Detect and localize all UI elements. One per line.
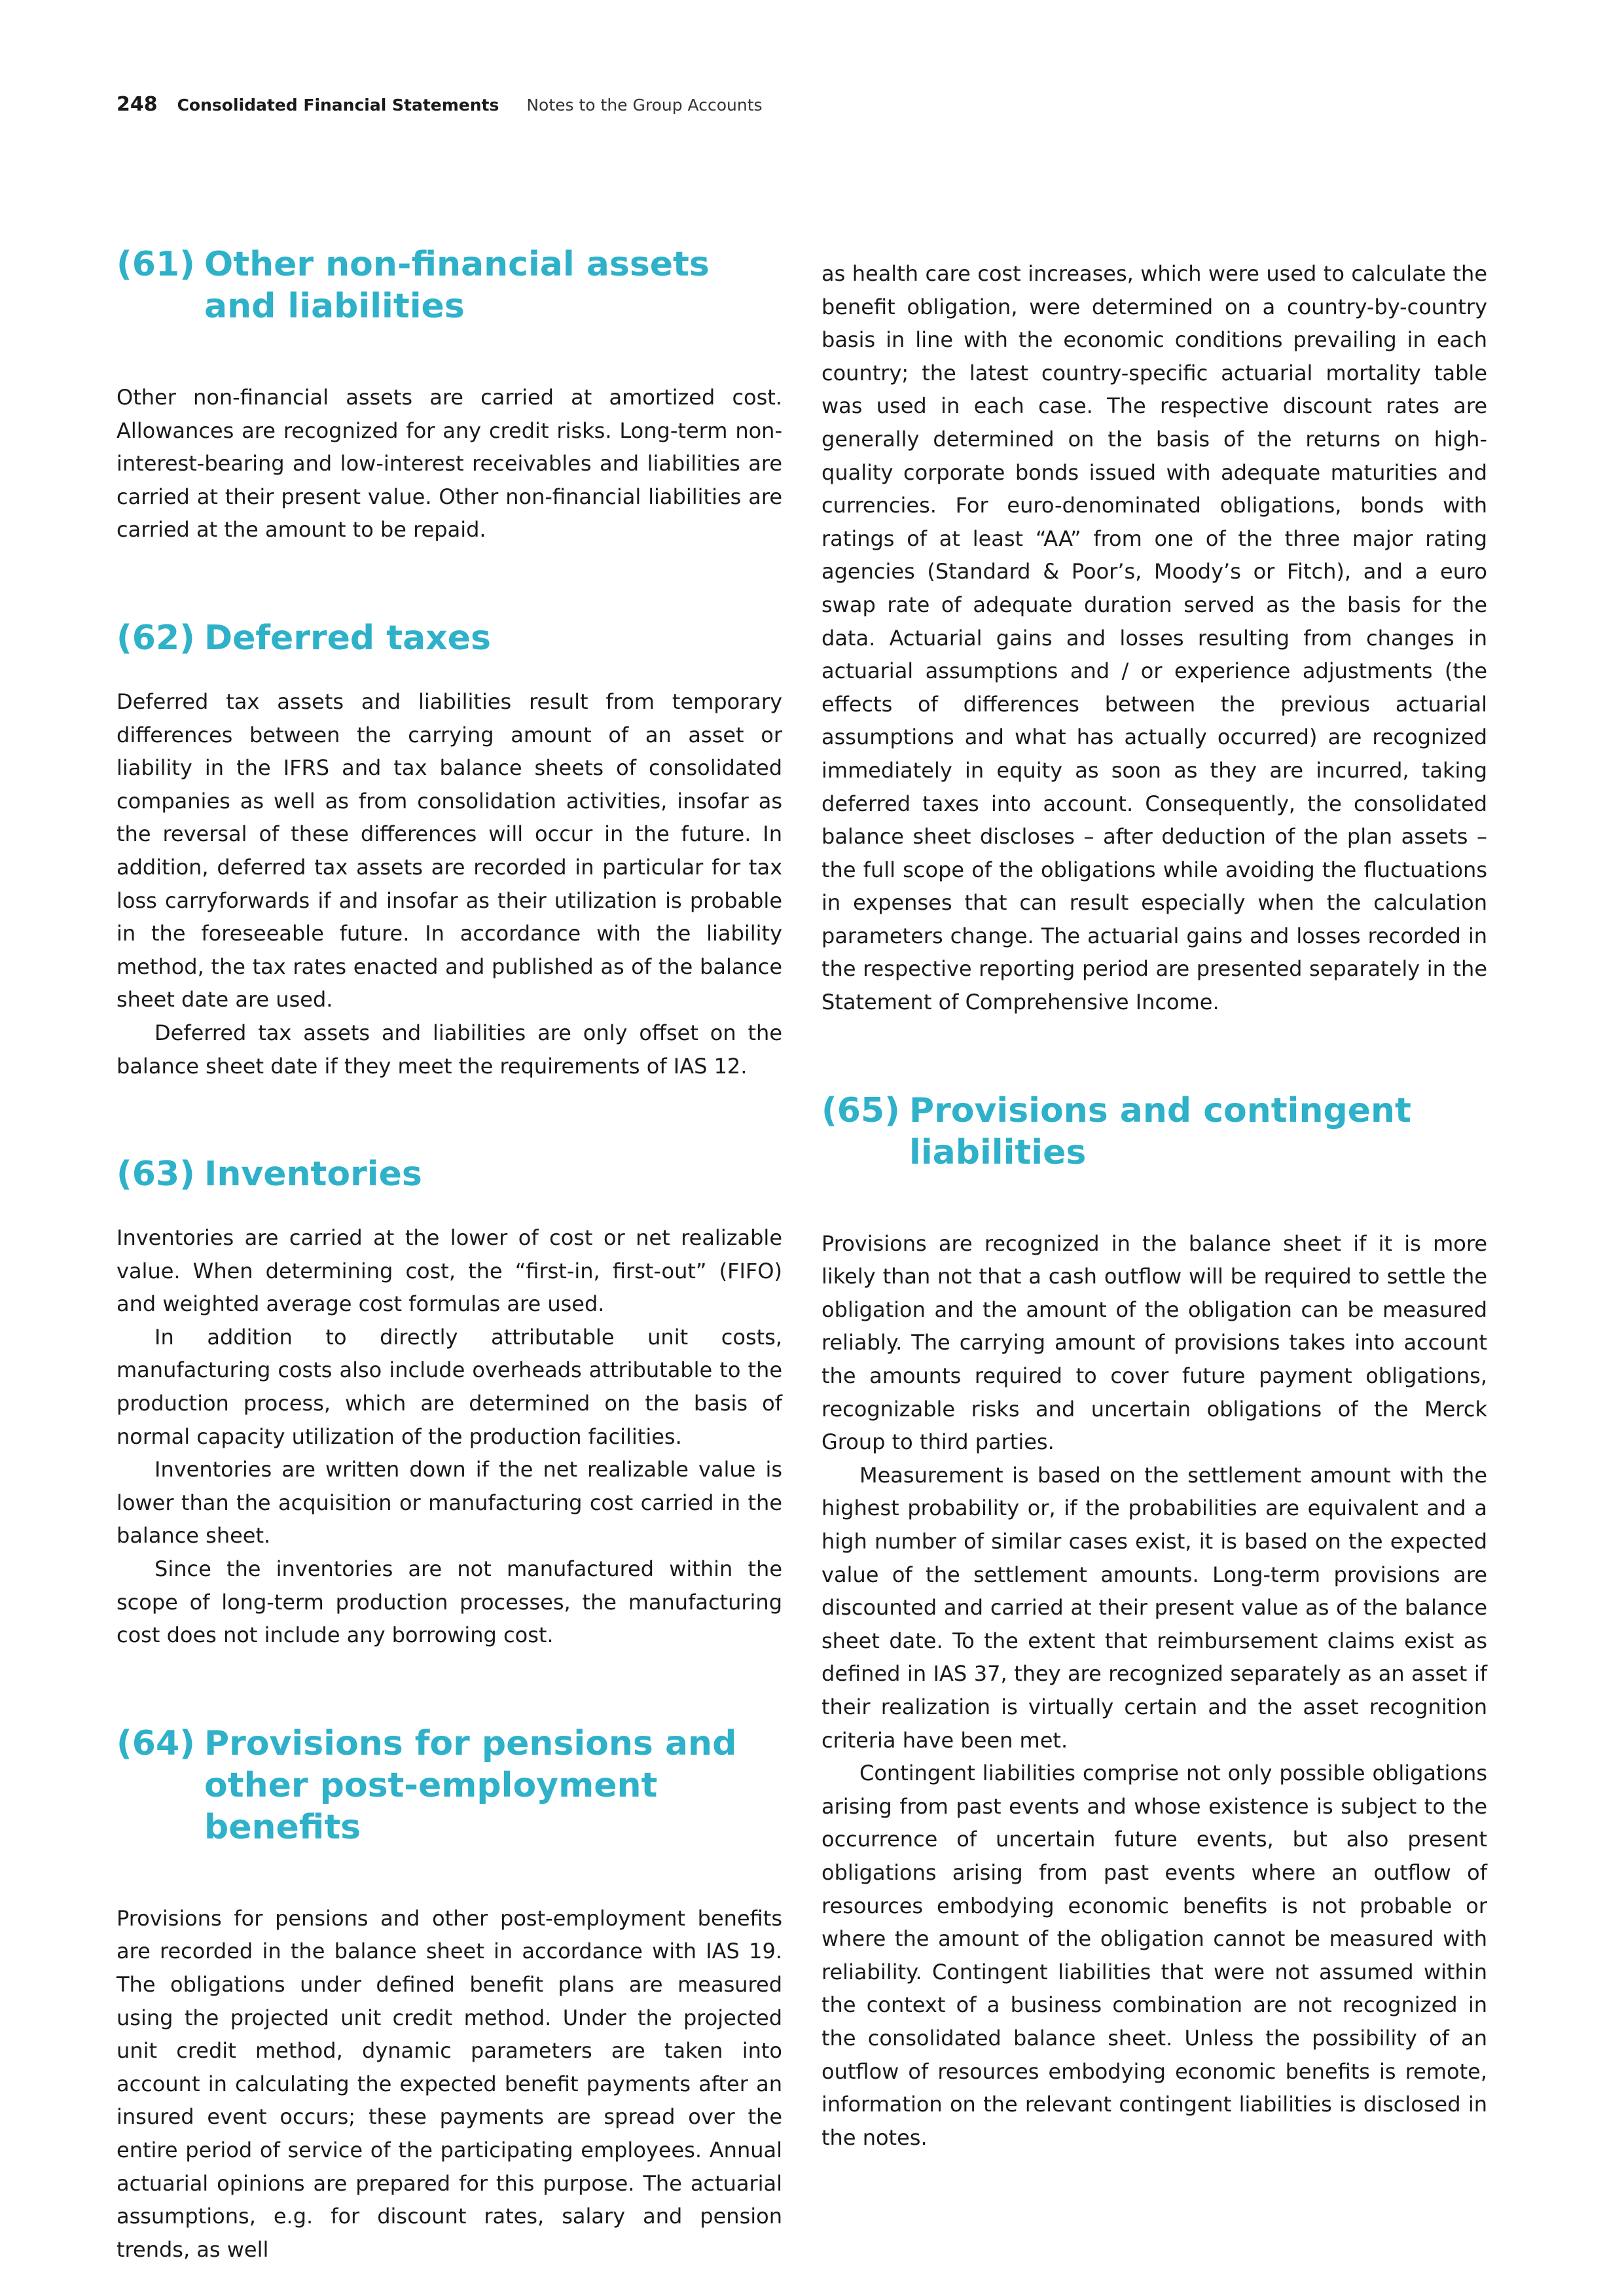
section-number: (65)	[821, 1090, 900, 1130]
left-column	[117, 243, 782, 2266]
paragraph: Contingent liabilities comprise not only possible obligations arising from past events and whose existence is subject to the occurrence of uncertain future events, but also present obligations arising from past events where an outflow of resources embodying economic benefits is not probable or where the amount of the obligation cannot be measured with reliability. Contingent liabilities that were not assumed within the context of a business combination are not recognized in the consolidated balance sheet. Unless the possibility of an outflow of resources embodying economic benefits is remote, information on the relevant contingent liabilities is disclosed in the notes.	[821, 1761, 1487, 2150]
section-heading	[117, 617, 782, 659]
section-65	[821, 1090, 1487, 2155]
right-column	[821, 257, 1487, 2154]
paragraph: In addition to directly attributable unit costs, manufacturing costs also include overheads attributable to the production process, which are determined on the basis of normal capacity utilization of the production facilities.	[117, 1324, 782, 1449]
paragraph-continuation: as health care cost increases, which were used to calculate the benefit obligation, were determined on a country-by-country basis in line with the economic conditions prevailing in each country; the latest country-specific actuarial mortality table was used in each case. The respective discount rates are generally determined on the basis of the returns on high-quality corporate bonds issued with adequate maturities and currencies. For euro-denominated obligations, bonds with ratings of at least “AA” from one of the three major rating agencies (Standard & Poor’s, Moody’s or Fitch), and a euro swap rate of adequate duration served as the basis for the data. Actuarial gains and losses resulting from changes in actuarial assumptions and / or experience adjustments (the effects of differences between the previous actuarial assumptions and what has actually occurred) are recognized immediately in equity as soon as they are incurred, taking deferred taxes into account. Consequently, the consolidated balance sheet discloses – after deduction of the plan assets – the full scope of the obligations while avoiding the fluctuations in expenses that can result especially when the calculation parameters change. The actuarial gains and losses recorded in the respective reporting period are presented separately in the Statement of Comprehensive Income.	[821, 261, 1487, 1015]
paragraph: Other non-financial assets are carried at amortized cost. Allowances are recognized for any credit risks. Long-term non-interest-bearing and low-interest receivables and liabilities are carried at their present value. Other non-financial liabilities are carried at the amount to be repaid.	[117, 385, 782, 543]
section-title: Provisions for pensions and other post-employment benefits	[204, 1723, 737, 1847]
paragraph: Deferred tax assets and liabilities are only offset on the balance sheet date if they meet the requirements of IAS 12.	[117, 1020, 782, 1079]
section-title: Inventories	[204, 1155, 422, 1194]
section-heading	[117, 1723, 782, 1848]
section-title: Consolidated Financial Statements	[177, 96, 499, 115]
paragraph: Measurement is based on the settlement amount with the highest probability or, if the probabilities are equivalent and a high number of similar cases exist, it is based on the expected value of the settlement amounts. Long-term provisions are discounted and carried at their present value as of the balance sheet date. To the extent that reimbursement claims exist as defined in IAS 37, they are recognized separately as an asset if their realization is virtually certain and the asset recognition criteria have been met.	[821, 1462, 1487, 1753]
subsection-title: Notes to the Group Accounts	[526, 96, 763, 115]
section-64	[117, 1723, 782, 2267]
section-number: (61)	[117, 245, 195, 284]
paragraph: Deferred tax assets and liabilities result from temporary differences between the carrying amount of an asset or liability in the IFRS and tax balance sheets of consolidated companies as well as from consolidation activities, insofar as the reversal of these differences will occur in the future. In addition, deferred tax assets are recorded in particular for tax loss carryforwards if and insofar as their utilization is probable in the foreseeable future. In accordance with the liability method, the tax rates enacted and published as of the balance sheet date are used.	[117, 689, 782, 1013]
paragraph: Since the inventories are not manufactured within the scope of long-term production processes, the manufacturing cost does not include any borrowing cost.	[117, 1556, 782, 1648]
section-61	[117, 243, 782, 547]
section-title: Other non-financial assets and liabilities	[204, 245, 710, 326]
section-title: Provisions and contingent liabilities	[909, 1090, 1411, 1172]
paragraph: Inventories are carried at the lower of cost or net realizable value. When determining cost, the “first-in, first-out” (FIFO) and weighted average cost formulas are used.	[117, 1225, 782, 1317]
running-head	[117, 93, 763, 117]
section-62	[117, 617, 782, 1083]
section-63	[117, 1153, 782, 1652]
section-heading	[117, 1153, 782, 1195]
paragraph: Provisions are recognized in the balance sheet if it is more likely than not that a cash outflow will be required to settle the obligation and the amount of the obligation can be measured reliably. The carrying amount of provisions takes into account the amounts required to cover future payment obligations, recognizable risks and uncertain obligations of the Merck Group to third parties.	[821, 1230, 1487, 1455]
section-number: (62)	[117, 618, 195, 658]
paragraph: Inventories are written down if the net realizable value is lower than the acquisition or manufacturing cost carried in the balance sheet.	[117, 1457, 782, 1549]
section-number: (64)	[117, 1723, 195, 1763]
page-number: 248	[117, 93, 158, 116]
section-number: (63)	[117, 1155, 195, 1194]
section-title: Deferred taxes	[204, 618, 491, 658]
paragraph: Provisions for pensions and other post-employment benefits are recorded in the balance sheet in accordance with IAS 19. The obligations under defined benefit plans are measured using the projected unit credit method. Under the projected unit credit method, dynamic parameters are taken into account in calculating the expected benefit payments after an insured event occurs; these payments are spread over the entire period of service of the participating employees. Annual actuarial opinions are prepared for this purpose. The actuarial assumptions, e.g. for discount rates, salary and pension trends, as well	[117, 1905, 782, 2262]
section-heading	[821, 1090, 1487, 1174]
section-heading	[117, 243, 782, 327]
